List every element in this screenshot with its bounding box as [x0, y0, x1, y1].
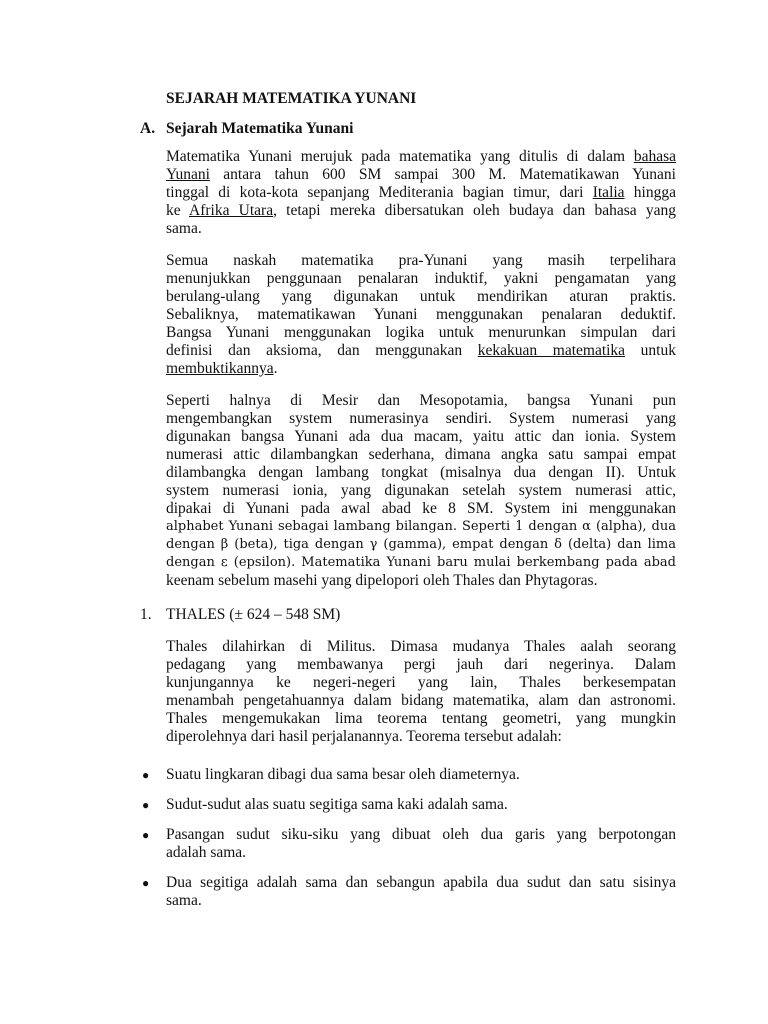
paragraph-line: [166, 166, 676, 184]
list-item-line: Dua segitiga adalah sama dan sebangun apabila dua sudut dan satu sisinya: [166, 874, 676, 891]
list-item-line: sama.: [166, 892, 202, 909]
paragraph-line: Semua naskah matematika pra-Yunani yang masih terpelihara: [166, 252, 676, 269]
section-heading: [140, 120, 353, 138]
text-run: ke: [166, 202, 189, 219]
list-item-text: [166, 874, 676, 910]
text-run: definisi dan aksioma, dan menggunakan: [166, 342, 478, 359]
paragraph-line: alphabet Yunani sebagai lambang bilangan. Seperti 1 dengan α (alpha), dua: [166, 519, 676, 534]
paragraph-line: dilambangka dengan lambang tongkat (misalnya dua dengan II). Untuk: [166, 464, 676, 481]
list-item-line: Suatu lingkaran dibagi dua sama besar oleh diameternya.: [166, 766, 520, 783]
paragraph-line: berulang-ulang yang digunakan untuk mendirikan aturan praktis.: [166, 288, 676, 305]
paragraph-line: mengembangkan system numerasinya sendiri. System numerasi yang: [166, 410, 676, 427]
paragraph-line: dengan ε (epsilon). Matematika Yunani baru mulai berkembang pada abad: [166, 555, 676, 570]
thales-heading: [140, 606, 340, 624]
paragraph-line: numerasi attic dilambangkan sederhana, dimana angka satu sampai empat: [166, 446, 676, 463]
list-item: [140, 826, 676, 862]
paragraph-line: diperolehnya dari hasil perjalanannya. Teorema tersebut adalah:: [166, 728, 562, 745]
text-run: antara tahun 600 SM sampai 300 M. Matematikawan Yunani: [209, 166, 676, 183]
text-run: Matematika Yunani merujuk pada matematika yang ditulis di dalam: [166, 148, 634, 165]
paragraph-line: digunakan bangsa Yunani ada dua macam, yaitu attic dan ionia. System: [166, 428, 676, 445]
paragraph-line: system numerasi ionia, yang digunakan setelah system numerasi attic,: [166, 482, 676, 499]
bullet-icon: ●: [142, 768, 150, 782]
link-kekakuan-matematika[interactable]: kekakuan matematika: [477, 342, 626, 359]
link-afrika-utara[interactable]: Afrika Utara: [189, 202, 274, 219]
paragraph-numeration: [166, 392, 676, 590]
link-italia[interactable]: Italia: [592, 184, 625, 201]
list-item-line: Pasangan sudut siku-siku yang dibuat oleh dua garis yang berpotongan: [166, 826, 676, 843]
paragraph-line: keenam sebelum masehi yang dipelopori oleh Thales dan Phytagoras.: [166, 572, 598, 589]
section-marker: A.: [140, 120, 156, 137]
list-item-text: [166, 766, 676, 784]
list-item-text: [166, 826, 676, 862]
paragraph-reasoning: [166, 252, 676, 378]
paragraph-line: pedagang yang membawanya pergi jauh dari negerinya. Dalam: [166, 656, 676, 673]
list-item-line: adalah sama.: [166, 844, 247, 861]
list-item: [140, 874, 676, 910]
paragraph-line: [166, 342, 676, 360]
list-item-text: [166, 796, 676, 814]
paragraph-line: Thales dilahirkan di Militus. Dimasa mudanya Thales aalah seorang: [166, 638, 676, 655]
paragraph-line: [166, 360, 676, 378]
paragraph-line: sama.: [166, 220, 202, 237]
text-run: untuk: [625, 342, 676, 359]
bullet-icon: ●: [142, 798, 150, 812]
link-membuktikannya[interactable]: membuktikannya: [166, 360, 274, 377]
link-bahasa[interactable]: bahasa: [633, 148, 676, 165]
text-run: hingga: [624, 184, 676, 201]
paragraph-line: [166, 184, 676, 202]
paragraph-line: menambah pengetahuannya dalam bidang matematika, alam dan astronomi.: [166, 692, 676, 709]
document-title: SEJARAH MATEMATIKA YUNANI: [166, 90, 417, 107]
paragraph-line: Seperti halnya di Mesir dan Mesopotamia, bangsa Yunani pun: [166, 392, 676, 409]
paragraph-line: menunjukkan penggunaan penalaran induktif, yakni pengamatan yang: [166, 270, 676, 287]
section-heading-text: Sejarah Matematika Yunani: [166, 120, 354, 137]
paragraph-line: Bangsa Yunani menggunakan logika untuk menurunkan simpulan dari: [166, 324, 676, 341]
paragraph-line: [166, 148, 676, 166]
paragraph-line: Thales mengemukakan lima teorema tentang geometri, yang mungkin: [166, 710, 676, 727]
thales-heading-text: THALES (± 624 – 548 SM): [166, 606, 341, 623]
paragraph-intro: [166, 148, 676, 238]
text-run: .: [273, 360, 278, 377]
list-item: [140, 766, 676, 784]
bullet-icon: ●: [142, 876, 150, 890]
list-item-line: Sudut-sudut alas suatu segitiga sama kaki adalah sama.: [166, 796, 508, 813]
text-run: tinggal di kota-kota sepanjang Mediterania bagian timur, dari: [166, 184, 593, 201]
link-yunani[interactable]: Yunani: [166, 166, 210, 183]
paragraph-line: dipakai di Yunani pada awal abad ke 8 SM. System ini menggunakan: [166, 500, 676, 517]
list-item: [140, 796, 676, 814]
paragraph-line: dengan β (beta), tiga dengan γ (gamma), empat dengan δ (delta) dan lima: [166, 537, 676, 552]
text-run: , tetapi mereka dibersatukan oleh budaya dan bahasa yang: [273, 202, 677, 219]
paragraph-line: kunjungannya ke negeri-negeri yang lain, Thales berkesempatan: [166, 674, 676, 691]
paragraph-line: [166, 202, 676, 220]
item-number: 1.: [140, 606, 152, 623]
paragraph-thales: [166, 638, 676, 746]
paragraph-line: Sebaliknya, matematikawan Yunani menggunakan penalaran deduktif.: [166, 306, 676, 323]
bullet-icon: ●: [142, 828, 150, 842]
